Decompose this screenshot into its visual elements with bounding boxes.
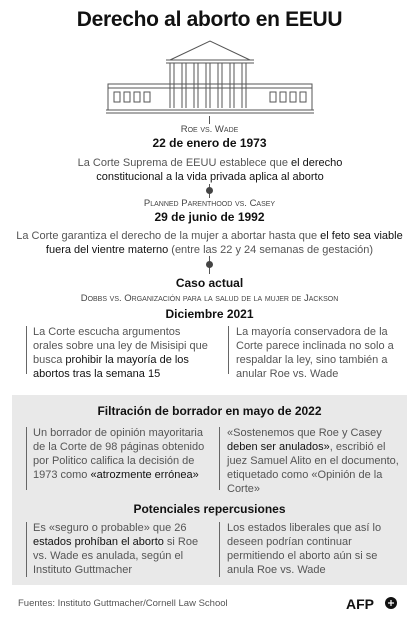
body-text: Los estados liberales que así lo deseen podrían continuar permitiendo el aborto aún si se anula Roe vs. Wade — [227, 522, 382, 576]
afp-logo-text: AFP — [346, 596, 374, 612]
body-text: si Roe vs. Wade es anulada, según el Instituto Guttmacher — [33, 536, 199, 576]
afp-logo — [346, 594, 406, 612]
body-text: , escribió el juez Samuel Alito en el documento, etiquetado como «Opinión de la Corte» — [227, 441, 399, 495]
highlighted-text: el derecho constitucional a la vida privada aplica al aborto — [96, 157, 343, 183]
current-case-left-text — [33, 325, 209, 381]
sources-footer: Fuentes: Instituto Guttmacher/Cornell Law School — [18, 598, 228, 609]
column-divider — [219, 522, 220, 577]
page-title: Derecho al aborto en EEUU — [76, 8, 343, 31]
highlighted-text: deben ser anulados» — [227, 441, 330, 453]
highlighted-text: estados prohíban el aborto — [33, 536, 164, 548]
timeline-dot — [206, 261, 213, 268]
repercussions-heading: Potenciales repercusiones — [133, 502, 286, 516]
current-case-name: Dobbs vs. Organización para la salud de la mujer de Jackson — [80, 293, 339, 304]
repercussions-right-text — [227, 521, 399, 577]
case-date: 22 de enero de 1973 — [152, 136, 267, 150]
case-name: Roe vs. Wade — [180, 124, 239, 135]
body-text: La Corte Suprema de EEUU establece que — [77, 157, 292, 169]
column-divider — [26, 522, 27, 577]
body-text: La mayoría conservadora de la Corte parece inclinada no solo a respaldar la ley, sino también a anular Roe vs. Wade — [236, 326, 394, 380]
highlighted-text: el feto sea viable fuera del vientre materno — [45, 230, 403, 256]
column-divider — [219, 427, 220, 490]
timeline-line — [209, 116, 210, 124]
highlighted-text: prohibir la mayoría de los abortos tras la semana 15 — [33, 354, 189, 380]
leak-heading: Filtración de borrador en mayo de 2022 — [97, 404, 322, 418]
body-text: (entre las 22 y 24 semanas de gestación) — [168, 244, 374, 256]
leak-left-text — [33, 426, 211, 482]
case-date: 29 de junio de 1992 — [154, 210, 265, 224]
leak-right-text — [227, 426, 401, 496]
body-text: «Sostenemos que Roe y Casey — [227, 427, 382, 439]
body-text: Un borrador de opinión mayoritaria de la Corte de 98 páginas obtenido por Politico califica la decisión de 1973 como — [33, 427, 205, 481]
supreme-court-building-icon — [106, 38, 314, 116]
case-description — [60, 156, 360, 184]
repercussions-left-text — [33, 521, 209, 577]
timeline-dot — [206, 187, 213, 194]
current-case-heading: Caso actual — [175, 276, 244, 290]
column-divider — [228, 326, 229, 374]
current-case-right-text — [236, 325, 408, 381]
body-text: La Corte escucha argumentos orales sobre una ley de Misisipi que busca — [33, 326, 208, 366]
current-case-date: Diciembre 2021 — [165, 307, 254, 321]
case-name: Planned Parenthood vs. Casey — [143, 198, 276, 209]
column-divider — [26, 427, 27, 490]
highlighted-text: «atrozmente errónea» — [90, 469, 199, 481]
case-description — [16, 229, 403, 257]
body-text: Es «seguro o probable» que 26 — [33, 522, 187, 534]
body-text: La Corte garantiza el derecho de la mujer a abortar hasta que — [16, 230, 321, 242]
column-divider — [26, 326, 27, 374]
